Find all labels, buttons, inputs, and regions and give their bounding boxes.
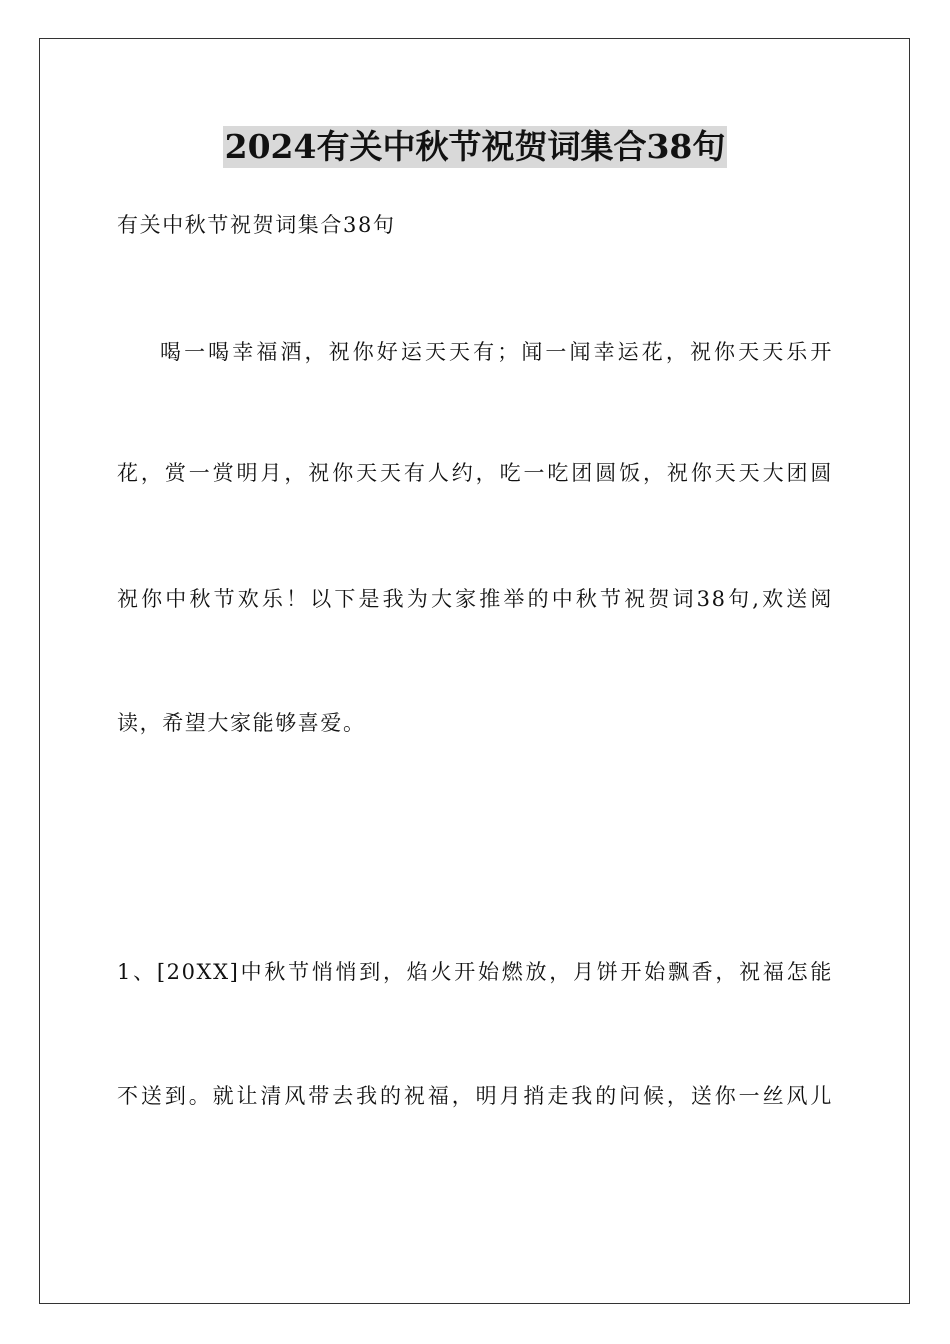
title-container — [0, 126, 950, 168]
intro-line-4: 读，希望大家能够喜爱。 — [117, 711, 366, 735]
document-title: 2024有关中秋节祝贺词集合38句 — [224, 127, 726, 166]
intro-line-1: 喝一喝幸福酒，祝你好运天天有；闻一闻幸运花，祝你天天乐开 — [160, 340, 833, 364]
intro-line-3: 祝你中秋节欢乐！以下是我为大家推举的中秋节祝贺词38句,欢送阅 — [117, 587, 833, 611]
item-1-line-2: 不送到。就让清风带去我的祝福，明月捎走我的问候，送你一丝风儿 — [117, 1084, 833, 1108]
item-1-line-1: 1、[20XX]中秋节悄悄到，焰火开始燃放，月饼开始飘香，祝福怎能 — [117, 960, 833, 984]
document-subtitle: 有关中秋节祝贺词集合38句 — [117, 213, 396, 237]
intro-line-2: 花，赏一赏明月，祝你天天有人约，吃一吃团圆饭，祝你天天大团圆 — [117, 461, 833, 485]
